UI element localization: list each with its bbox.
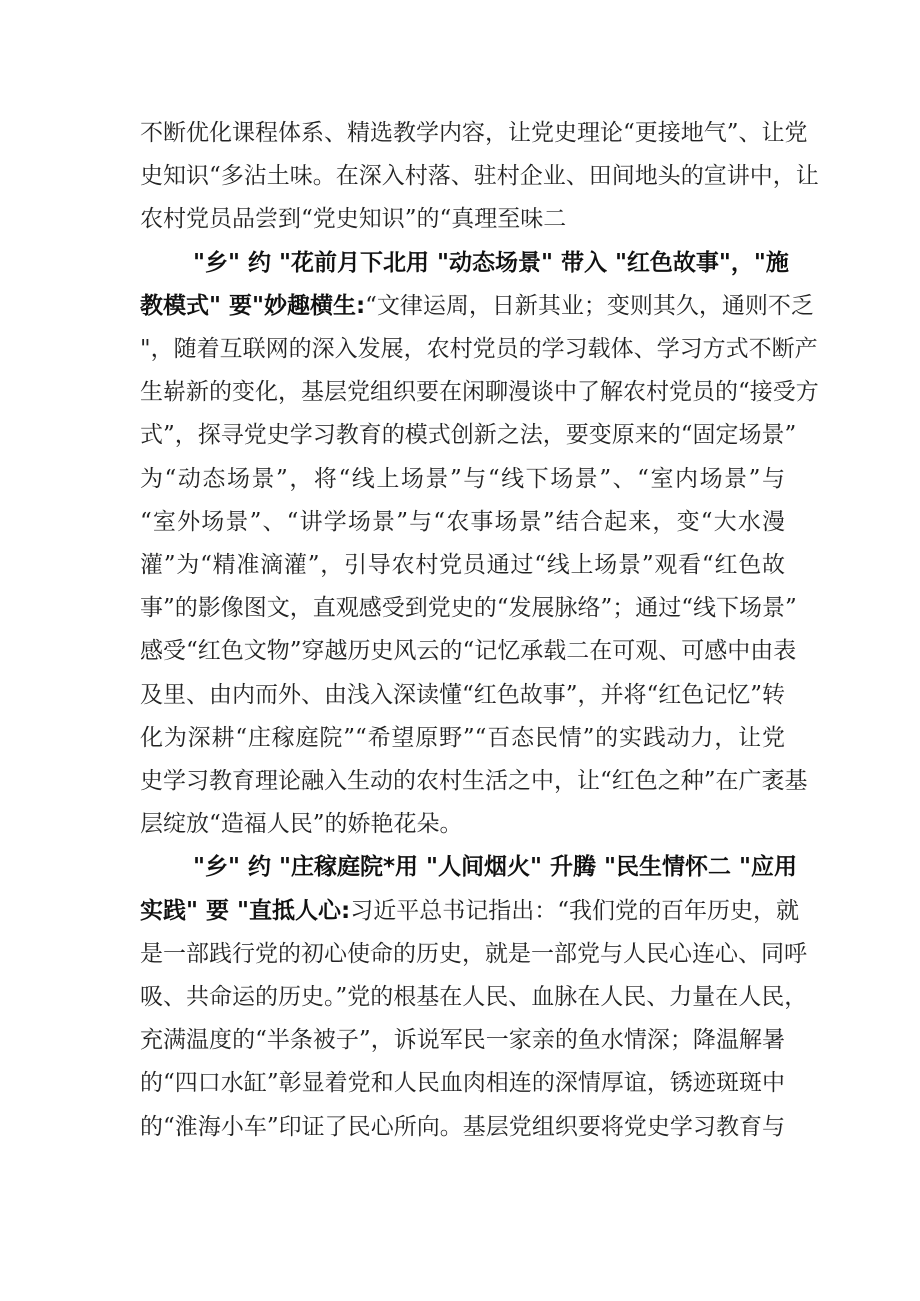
body-text: 事”的影像图文，直观感受到党史的“发展脉络”；通过“线下场景” bbox=[140, 595, 797, 622]
body-text: 史知识“多沾土味。在深入村落、驻村企业、田间地头的宣讲中，让 bbox=[140, 163, 819, 190]
text-line bbox=[140, 415, 797, 455]
heading-line bbox=[140, 286, 814, 326]
bold-heading-text: "乡" 约 "花前月下北用 "动态场景" 带入 "红色故事"，"施 bbox=[193, 249, 789, 276]
heading-line bbox=[140, 891, 799, 931]
heading-line bbox=[193, 243, 789, 283]
text-line bbox=[140, 1107, 785, 1147]
text-line bbox=[140, 502, 785, 542]
body-text: 为“动态场景”，将“线上场景”与“线下场景”、“室内场景”与 bbox=[140, 465, 785, 492]
text-line bbox=[140, 113, 808, 153]
text-line bbox=[140, 718, 785, 758]
body-text: 的“淮海小车”印证了民心所向。基层党组织要将党史学习教育与 bbox=[140, 1113, 785, 1140]
body-text: 不断优化课程体系、精选教学内容，让党史理论“更接地气”、让党 bbox=[140, 120, 808, 146]
text-line bbox=[140, 199, 785, 239]
text-line bbox=[140, 545, 785, 585]
body-text: 充满温度的“半条被子”，诉说军民一家亲的鱼水情深；降温解暑 bbox=[140, 1027, 785, 1054]
text-line bbox=[140, 934, 807, 974]
body-text: 生崭新的变化，基层党组织要在闲聊漫谈中了解农村党员的“接受方 bbox=[140, 379, 819, 406]
bold-heading-text: "乡" 约 "庄稼庭院*用 "人间烟火" 升腾 "民生情怀二 "应用 bbox=[193, 854, 797, 881]
text-line bbox=[140, 459, 785, 499]
body-text: 农村党员品尝到“党史知识”的“真理至味二 bbox=[140, 206, 567, 233]
text-line bbox=[140, 588, 797, 628]
body-text: “室外场景”、“讲学场景”与“农事场景”结合起来，变“大水漫 bbox=[140, 508, 785, 535]
text-line bbox=[140, 1020, 785, 1060]
text-line bbox=[140, 1063, 785, 1103]
body-text: 史学习教育理论融入生动的农村生活之中，让“红色之种”在广袤基 bbox=[140, 768, 808, 794]
text-line bbox=[140, 631, 797, 671]
body-text: 吸、共命运的历史。”党的根基在人民、血脉在人民、力量在人民， bbox=[140, 984, 808, 1010]
body-text: 式”，探寻党史学习教育的模式创新之法，要变原来的“固定场景” bbox=[140, 422, 797, 449]
body-text: 是一部践行党的初心使命的历史，就是一部党与人民心连心、同呼 bbox=[140, 940, 807, 967]
body-text: 感受“红色文物”穿越历史风云的“记忆承载二在可观、可感中由表 bbox=[140, 638, 797, 665]
text-line bbox=[140, 977, 808, 1017]
text-line bbox=[140, 329, 818, 369]
body-text: 化为深耕“庄稼庭院”“希望原野”“百态民情”的实践动力，让党 bbox=[140, 724, 785, 751]
text-line bbox=[140, 156, 819, 196]
body-text: "，随着互联网的深入发展，农村党员的学习载体、学习方式不断产 bbox=[140, 336, 818, 362]
bold-heading-text: 教模式" 要"妙趣横生: bbox=[140, 292, 366, 319]
body-text: 的“四口水缸”彰显着党和人民血肉相连的深情厚谊，锈迹斑斑中 bbox=[140, 1070, 785, 1097]
text-line bbox=[140, 675, 785, 715]
text-line bbox=[140, 804, 785, 844]
body-text: “文律运周，日新其业；变则其久，通则不乏 bbox=[365, 292, 814, 319]
heading-line bbox=[193, 847, 797, 887]
bold-heading-text: 实践" 要 "直抵人心: bbox=[140, 897, 351, 924]
body-text: 习近平总书记指出：“我们党的百年历史，就 bbox=[350, 897, 799, 924]
body-text: 灌”为“精准滴灌”，引导农村党员通过“线上场景”观看“红色故 bbox=[140, 552, 785, 578]
body-text: 及里、由内而外、由浅入深读懂“红色故事”，并将“红色记忆”转 bbox=[140, 681, 786, 708]
text-line bbox=[140, 761, 808, 801]
text-line bbox=[140, 372, 819, 412]
body-text: 层绽放“造福人民”的娇艳花朵。 bbox=[140, 811, 463, 838]
